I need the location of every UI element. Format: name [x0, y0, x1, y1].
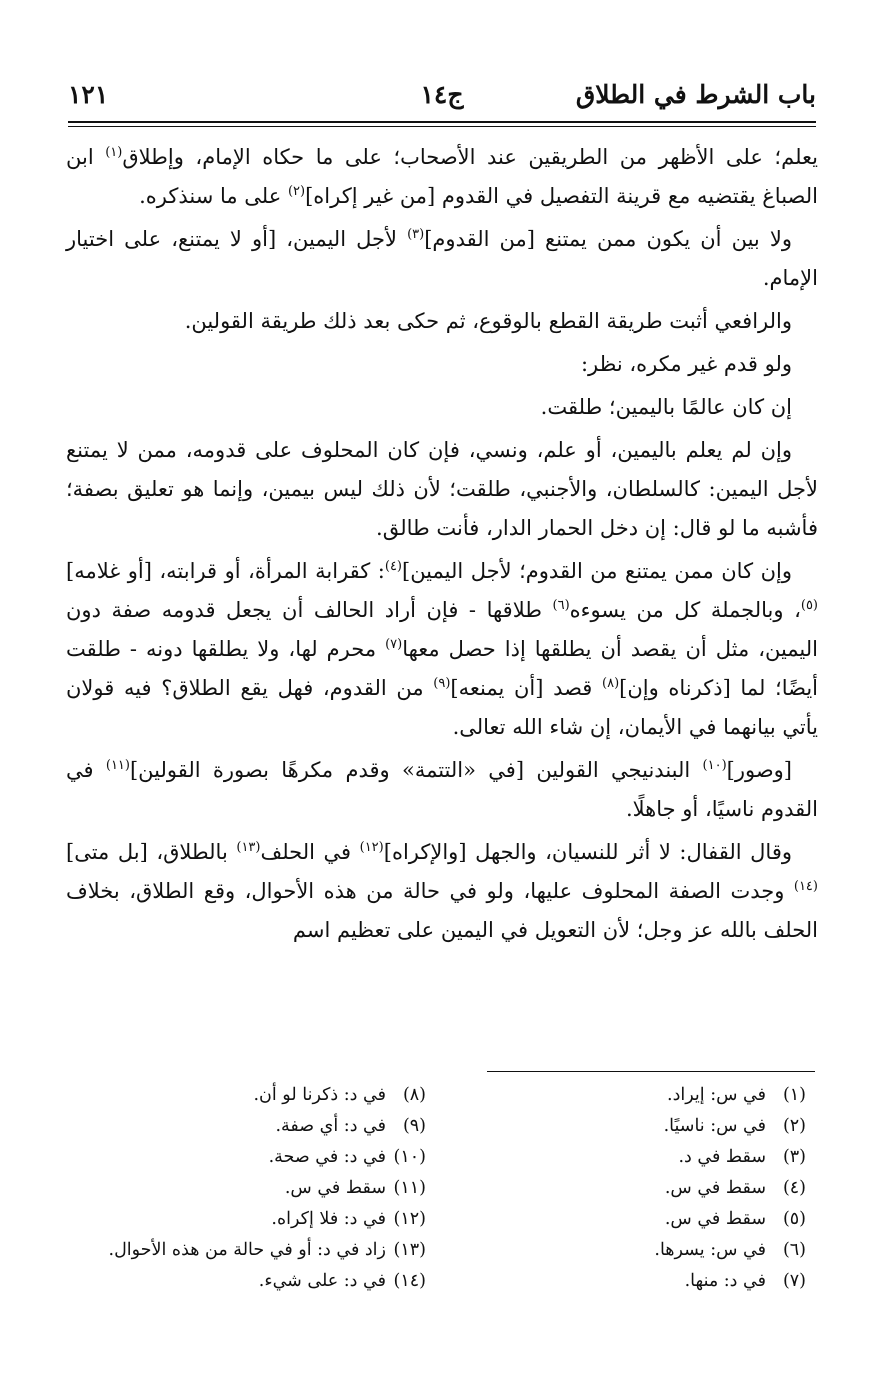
footnote-text: في د: على شيء. — [258, 1271, 386, 1291]
footnote-number: (١٠) — [393, 1147, 426, 1167]
chapter-title: باب الشرط في الطلاق — [575, 80, 816, 109]
text-run: قصد [أن يمنعه] — [450, 676, 603, 700]
footnote-separator — [487, 1071, 815, 1072]
footnote-text: في د: أي صفة. — [275, 1116, 386, 1136]
footnote-ref[interactable]: (٧) — [385, 637, 403, 652]
footnote-text: سقط في س. — [664, 1178, 766, 1198]
footnote-text: في س: إيراد. — [667, 1085, 766, 1105]
footnote-text: زاد في د: أو في حالة من هذه الأحوال. — [108, 1240, 386, 1260]
text-run: في الحلف — [260, 840, 360, 864]
page-header — [68, 70, 816, 116]
footnote-item — [66, 1204, 426, 1235]
header-rule-thin — [68, 126, 816, 127]
footnote-item — [476, 1235, 806, 1266]
text-run: طلاقها - فإن أراد الحالف أن يجعل قدومه صفة دون اليمين، مثل أن يقصد أن يطلقها إذا حصل معها — [66, 598, 819, 661]
volume-number: ج١٤ — [420, 80, 464, 109]
page-number: ١٢١ — [68, 80, 109, 109]
text-run: البندنيجي القولين [في «التتمة» وقدم مكرهًا بصورة القولين] — [129, 758, 703, 782]
footnote-text: في د: في صحة. — [268, 1147, 386, 1167]
footnote-ref[interactable]: (٩) — [433, 676, 451, 691]
footnote-number: (٥) — [782, 1209, 806, 1229]
text-run: محرم لها، ولا يطلقها دونه - طلقت أيضًا؛ لما [ذكرناه وإن] — [66, 637, 818, 700]
footnote-ref[interactable]: (١١) — [105, 758, 130, 773]
footnote-text: في د: فلا إكراه. — [271, 1209, 386, 1229]
footnote-number: (١٣) — [393, 1240, 426, 1260]
text-run: وقال القفال: لا أثر للنسيان، والجهل [والإكراه] — [383, 840, 792, 864]
paragraph-7 — [66, 552, 818, 747]
paragraph-3: والرافعي أثبت طريقة القطع بالوقوع، ثم حكى بعد ذلك طريقة القولين. — [184, 309, 792, 333]
footnote-text: في س: ناسيًا. — [663, 1116, 766, 1136]
paragraph-9 — [66, 833, 818, 950]
footnote-number: (٣) — [782, 1147, 806, 1167]
footnote-ref[interactable]: (١٢) — [359, 840, 384, 855]
text-run: بالطلاق، [بل متى] — [66, 840, 237, 864]
paragraph-6: وإن لم يعلم باليمين، أو علم، ونسي، فإن كان المحلوف على قدومه، ممن لا يمتنع لأجل اليمين: كالسلطان، والأجنبي، طلقت؛ لأن ذلك ليس بيمين، وإنما هو تعليق بصفة؛ فأشبه ما لو قال: إن دخل الحمار الدار، فأنت طالق. — [66, 438, 818, 540]
footnote-number: (٧) — [782, 1271, 806, 1291]
footnote-ref[interactable]: (٨) — [602, 676, 620, 691]
footnote-number: (٨) — [402, 1085, 426, 1105]
text-run: يعلم؛ على الأظهر من الطريقين عند الأصحاب؛ على ما حكاه الإمام، وإطلاق — [122, 145, 819, 169]
footnote-ref[interactable]: (٦) — [552, 598, 570, 613]
text-run: ولا بين أن يكون ممن يمتنع [من القدوم] — [424, 227, 792, 251]
footnote-item — [476, 1111, 806, 1142]
text-run: على ما سنذكره. — [139, 184, 288, 208]
footnotes-column-right — [476, 1080, 806, 1297]
footnote-number: (١) — [782, 1085, 806, 1105]
text-run: وإن كان ممن يمتنع من القدوم؛ لأجل اليمين] — [402, 559, 792, 583]
footnote-item — [66, 1173, 426, 1204]
footnote-item — [476, 1266, 806, 1297]
paragraph-4: ولو قدم غير مكره، نظر: — [580, 352, 792, 376]
footnote-ref[interactable]: (٥) — [800, 598, 818, 613]
text-run: ابن الصباغ يقتضيه مع قرينة التفصيل في القدوم [من غير إكراه] — [66, 145, 818, 208]
footnote-ref[interactable]: (٣) — [407, 227, 425, 242]
footnote-text: سقط في س. — [284, 1178, 386, 1198]
footnote-ref[interactable]: (١٠) — [702, 758, 727, 773]
text-run: ، وبالجملة كل من يسوءه — [569, 598, 801, 622]
footnote-number: (١٤) — [393, 1271, 426, 1291]
footnote-text: في د: ذكرنا لو أن. — [253, 1085, 386, 1105]
footnote-item — [476, 1204, 806, 1235]
footnote-item — [476, 1173, 806, 1204]
text-run: : كقرابة المرأة، أو قرابته، [أو غلامه] — [66, 559, 385, 583]
text-run: في القدوم ناسيًا، أو جاهلًا. — [66, 758, 818, 821]
footnote-text: سقط في د. — [678, 1147, 766, 1167]
footnote-text: في د: منها. — [684, 1271, 766, 1291]
footnote-number: (١٢) — [393, 1209, 426, 1229]
footnote-text: سقط في س. — [664, 1209, 766, 1229]
footnote-item — [66, 1266, 426, 1297]
text-run: لأجل اليمين، [أو لا يمتنع، على اختيار الإمام. — [66, 227, 818, 290]
footnote-ref[interactable]: (٢) — [287, 184, 306, 199]
footnote-item — [66, 1080, 426, 1111]
footnotes-column-left — [66, 1080, 426, 1297]
footnote-item — [66, 1111, 426, 1142]
footnote-text: في س: يسرها. — [654, 1240, 766, 1260]
footnote-ref[interactable]: (١٤) — [793, 879, 818, 894]
paragraph-5: إن كان عالمًا باليمين؛ طلقت. — [540, 395, 792, 419]
text-run: [وصور] — [726, 758, 793, 782]
footnote-item — [66, 1142, 426, 1173]
footnote-item — [66, 1235, 426, 1266]
paragraph-1 — [66, 138, 818, 216]
header-rule-thick — [68, 121, 816, 123]
footnote-number: (٦) — [782, 1240, 806, 1260]
footnote-ref[interactable]: (١٣) — [236, 840, 261, 855]
footnote-number: (٤) — [782, 1178, 806, 1198]
paragraph-2 — [66, 220, 818, 298]
text-run: وجدت الصفة المحلوف عليها، ولو في حالة من هذه الأحوال، وقع الطلاق، بخلاف الحلف بالله عز وجل؛ لأن التعويل في اليمين على تعظيم اسم — [66, 879, 818, 942]
paragraph-8 — [66, 751, 818, 829]
footnote-ref[interactable]: (١) — [105, 145, 123, 160]
footnote-number: (١١) — [393, 1178, 426, 1198]
footnote-item — [476, 1142, 806, 1173]
footnote-number: (٩) — [402, 1116, 426, 1136]
main-text — [66, 138, 818, 954]
footnote-ref[interactable]: (٤) — [384, 559, 402, 574]
footnote-item — [476, 1080, 806, 1111]
text-run: من القدوم، فهل يقع الطلاق؟ فيه قولان يأتي بيانهما في الأيمان، إن شاء الله تعالى. — [66, 676, 818, 739]
footnote-number: (٢) — [782, 1116, 806, 1136]
